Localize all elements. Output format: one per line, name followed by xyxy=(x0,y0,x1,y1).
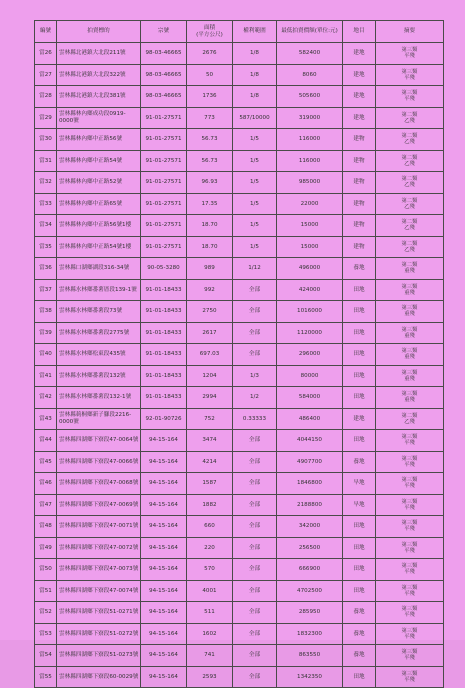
cell-location: 雲林縣水林鄉番薯段132-1號 xyxy=(57,387,141,409)
cell-no: 當42 xyxy=(35,387,57,409)
cell-parcel: 94-15-164 xyxy=(141,473,187,495)
cell-use: 旱地 xyxy=(343,473,376,495)
table-row xyxy=(35,344,444,366)
cell-use: 建物 xyxy=(343,193,376,215)
cell-remark: 第三類 平殘 xyxy=(376,86,444,108)
cell-parcel: 94-15-164 xyxy=(141,666,187,688)
cell-price: 1832300 xyxy=(277,623,343,645)
cell-use: 養地 xyxy=(343,623,376,645)
cell-rights: 1/5 xyxy=(233,215,277,237)
cell-location: 雲林縣四湖鄉下寮段51-0272號 xyxy=(57,623,141,645)
cell-no: 當28 xyxy=(35,86,57,108)
cell-no: 當26 xyxy=(35,43,57,65)
cell-parcel: 94-15-164 xyxy=(141,645,187,667)
cell-use: 建地 xyxy=(343,107,376,129)
cell-location: 雲林縣四湖鄉下寮段47-0071號 xyxy=(57,516,141,538)
cell-no: 當43 xyxy=(35,408,57,430)
cell-remark: 第三類 平殘 xyxy=(376,580,444,602)
cell-area: 660 xyxy=(187,516,233,538)
cell-no: 當45 xyxy=(35,451,57,473)
cell-parcel: 91-01-18433 xyxy=(141,387,187,409)
cell-location: 雲林縣四湖鄉下寮段47-0068號 xyxy=(57,473,141,495)
cell-location: 雲林縣四湖鄉下寮段60-0029號 xyxy=(57,666,141,688)
cell-no: 當39 xyxy=(35,322,57,344)
cell-rights: 全部 xyxy=(233,623,277,645)
cell-use: 養地 xyxy=(343,602,376,624)
table-row xyxy=(35,301,444,323)
table-row xyxy=(35,215,444,237)
cell-use: 田地 xyxy=(343,344,376,366)
cell-no: 當50 xyxy=(35,559,57,581)
header-price: 最低拍賣價額(單位:元) xyxy=(277,21,343,43)
table-row xyxy=(35,258,444,280)
cell-price: 496000 xyxy=(277,258,343,280)
cell-rights: 全部 xyxy=(233,494,277,516)
cell-location: 雲林縣四湖鄉下寮段47-0072號 xyxy=(57,537,141,559)
cell-area: 697.03 xyxy=(187,344,233,366)
cell-use: 田地 xyxy=(343,365,376,387)
cell-no: 當36 xyxy=(35,258,57,280)
table-row xyxy=(35,150,444,172)
cell-parcel: 91-01-27571 xyxy=(141,129,187,151)
cell-parcel: 91-01-27571 xyxy=(141,172,187,194)
table-row xyxy=(35,408,444,430)
cell-use: 養地 xyxy=(343,258,376,280)
cell-parcel: 94-15-164 xyxy=(141,430,187,452)
cell-price: 116000 xyxy=(277,150,343,172)
cell-remark: 第三類 平殘 xyxy=(376,516,444,538)
cell-location: 雲林縣口湖鄉湖段316-34號 xyxy=(57,258,141,280)
cell-area: 56.73 xyxy=(187,150,233,172)
cell-price: 4907700 xyxy=(277,451,343,473)
cell-price: 22000 xyxy=(277,193,343,215)
cell-parcel: 91-01-27571 xyxy=(141,193,187,215)
cell-price: 8060 xyxy=(277,64,343,86)
cell-no: 當34 xyxy=(35,215,57,237)
cell-parcel: 94-15-164 xyxy=(141,580,187,602)
cell-area: 96.93 xyxy=(187,172,233,194)
cell-no: 當44 xyxy=(35,430,57,452)
cell-price: 4044150 xyxy=(277,430,343,452)
cell-location: 雲林縣四湖鄉下寮段47-0066號 xyxy=(57,451,141,473)
cell-rights: 1/8 xyxy=(233,43,277,65)
table-body xyxy=(35,43,444,688)
cell-location: 雲林縣四湖鄉下寮段51-0271號 xyxy=(57,602,141,624)
cell-price: 285950 xyxy=(277,602,343,624)
cell-remark: 第二類 乙殘 xyxy=(376,408,444,430)
cell-no: 當40 xyxy=(35,344,57,366)
cell-area: 3474 xyxy=(187,430,233,452)
cell-area: 4001 xyxy=(187,580,233,602)
cell-location: 雲林縣四湖鄉下寮段51-0273號 xyxy=(57,645,141,667)
cell-no: 當49 xyxy=(35,537,57,559)
cell-parcel: 94-15-164 xyxy=(141,494,187,516)
cell-area: 2750 xyxy=(187,301,233,323)
cell-location: 雲林縣林內鄉中正路56號 xyxy=(57,129,141,151)
table-row xyxy=(35,64,444,86)
table-row xyxy=(35,602,444,624)
cell-parcel: 91-01-18433 xyxy=(141,279,187,301)
table-row xyxy=(35,666,444,688)
cell-remark: 第三類 平殘 xyxy=(376,666,444,688)
cell-price: 256500 xyxy=(277,537,343,559)
cell-parcel: 91-01-27571 xyxy=(141,215,187,237)
cell-remark: 第三類 平殘 xyxy=(376,537,444,559)
cell-area: 989 xyxy=(187,258,233,280)
cell-area: 18.70 xyxy=(187,215,233,237)
cell-use: 田地 xyxy=(343,537,376,559)
cell-parcel: 98-03-46665 xyxy=(141,86,187,108)
cell-no: 當27 xyxy=(35,64,57,86)
cell-rights: 全部 xyxy=(233,322,277,344)
cell-use: 田地 xyxy=(343,279,376,301)
cell-use: 建物 xyxy=(343,172,376,194)
cell-rights: 全部 xyxy=(233,279,277,301)
cell-area: 992 xyxy=(187,279,233,301)
cell-use: 養地 xyxy=(343,645,376,667)
cell-location: 雲林縣四湖鄉下寮段47-0073號 xyxy=(57,559,141,581)
cell-no: 當38 xyxy=(35,301,57,323)
cell-parcel: 94-15-164 xyxy=(141,602,187,624)
cell-remark: 第三類 平殘 xyxy=(376,473,444,495)
cell-rights: 全部 xyxy=(233,473,277,495)
cell-no: 當29 xyxy=(35,107,57,129)
header-remark: 摘要 xyxy=(376,21,444,43)
cell-location: 雲林縣水林鄉松東段435號 xyxy=(57,344,141,366)
cell-location: 雲林縣林內鄉中正路54號 xyxy=(57,150,141,172)
cell-no: 當37 xyxy=(35,279,57,301)
cell-remark: 第二類 乙殘 xyxy=(376,193,444,215)
cell-area: 1587 xyxy=(187,473,233,495)
table-row xyxy=(35,172,444,194)
cell-parcel: 94-15-164 xyxy=(141,537,187,559)
cell-no: 當35 xyxy=(35,236,57,258)
cell-price: 15000 xyxy=(277,215,343,237)
cell-use: 田地 xyxy=(343,322,376,344)
cell-remark: 第三類 平殘 xyxy=(376,645,444,667)
header-rights: 權利範圍 xyxy=(233,21,277,43)
cell-price: 985000 xyxy=(277,172,343,194)
cell-remark: 第二類 乙殘 xyxy=(376,129,444,151)
cell-no: 當41 xyxy=(35,365,57,387)
cell-rights: 1/3 xyxy=(233,365,277,387)
cell-location: 雲林縣林內鄉中正路54號1樓 xyxy=(57,236,141,258)
cell-rights: 1/5 xyxy=(233,150,277,172)
cell-rights: 1/5 xyxy=(233,172,277,194)
header-location: 拍賣標的 xyxy=(57,21,141,43)
cell-no: 當46 xyxy=(35,473,57,495)
table-row xyxy=(35,193,444,215)
table-row xyxy=(35,473,444,495)
cell-use: 建物 xyxy=(343,129,376,151)
cell-parcel: 91-01-27571 xyxy=(141,236,187,258)
cell-area: 1602 xyxy=(187,623,233,645)
cell-location: 雲林縣四湖鄉下寮段47-0074號 xyxy=(57,580,141,602)
cell-remark: 第三類 平殘 xyxy=(376,43,444,65)
table-row xyxy=(35,129,444,151)
cell-use: 田地 xyxy=(343,666,376,688)
cell-parcel: 94-15-164 xyxy=(141,623,187,645)
cell-remark: 第三類 重殘 xyxy=(376,387,444,409)
cell-location: 雲林縣水林鄉番薯段73號 xyxy=(57,301,141,323)
cell-location: 雲林縣北港鎮大北段322號 xyxy=(57,64,141,86)
cell-use: 建物 xyxy=(343,215,376,237)
cell-rights: 全部 xyxy=(233,580,277,602)
cell-price: 15000 xyxy=(277,236,343,258)
cell-no: 當30 xyxy=(35,129,57,151)
cell-area: 18.70 xyxy=(187,236,233,258)
cell-location: 雲林縣林內鄉成功段0919-0000號 xyxy=(57,107,141,129)
cell-use: 田地 xyxy=(343,387,376,409)
cell-price: 1342350 xyxy=(277,666,343,688)
cell-location: 雲林縣林內鄉中正路56號1樓 xyxy=(57,215,141,237)
cell-no: 當47 xyxy=(35,494,57,516)
cell-area: 2593 xyxy=(187,666,233,688)
cell-location: 雲林縣四湖鄉下寮段47-0064號 xyxy=(57,430,141,452)
cell-use: 田地 xyxy=(343,516,376,538)
cell-rights: 全部 xyxy=(233,430,277,452)
cell-use: 田地 xyxy=(343,430,376,452)
table-row xyxy=(35,322,444,344)
cell-rights: 1/5 xyxy=(233,193,277,215)
cell-rights: 全部 xyxy=(233,559,277,581)
cell-rights: 1/5 xyxy=(233,129,277,151)
cell-no: 當32 xyxy=(35,172,57,194)
cell-rights: 全部 xyxy=(233,645,277,667)
cell-parcel: 94-15-164 xyxy=(141,559,187,581)
cell-location: 雲林縣四湖鄉下寮段47-0069號 xyxy=(57,494,141,516)
cell-parcel: 90-05-3280 xyxy=(141,258,187,280)
table-row xyxy=(35,559,444,581)
cell-price: 1016000 xyxy=(277,301,343,323)
auction-table xyxy=(34,20,444,688)
cell-remark: 第二類 乙殘 xyxy=(376,215,444,237)
cell-use: 田地 xyxy=(343,580,376,602)
cell-remark: 第三類 平殘 xyxy=(376,623,444,645)
cell-price: 1120000 xyxy=(277,322,343,344)
cell-area: 50 xyxy=(187,64,233,86)
cell-remark: 第三類 重殘 xyxy=(376,301,444,323)
cell-area: 1736 xyxy=(187,86,233,108)
cell-remark: 第二類 重殘 xyxy=(376,258,444,280)
cell-remark: 第二類 乙殘 xyxy=(376,150,444,172)
cell-use: 旱地 xyxy=(343,494,376,516)
cell-rights: 1/5 xyxy=(233,236,277,258)
cell-rights: 1/8 xyxy=(233,86,277,108)
cell-price: 2188800 xyxy=(277,494,343,516)
cell-price: 296000 xyxy=(277,344,343,366)
cell-area: 17.35 xyxy=(187,193,233,215)
cell-no: 當51 xyxy=(35,580,57,602)
cell-price: 666900 xyxy=(277,559,343,581)
table-row xyxy=(35,236,444,258)
table-row xyxy=(35,107,444,129)
cell-area: 773 xyxy=(187,107,233,129)
cell-area: 1882 xyxy=(187,494,233,516)
cell-area: 741 xyxy=(187,645,233,667)
cell-remark: 第三類 平殘 xyxy=(376,64,444,86)
cell-area: 4214 xyxy=(187,451,233,473)
cell-parcel: 98-03-46665 xyxy=(141,43,187,65)
cell-location: 雲林縣莿桐鄉新子腳段2216-0000號 xyxy=(57,408,141,430)
cell-price: 80000 xyxy=(277,365,343,387)
cell-price: 116000 xyxy=(277,129,343,151)
cell-use: 田地 xyxy=(343,559,376,581)
cell-location: 雲林縣水林鄉番薯段132號 xyxy=(57,365,141,387)
cell-location: 雲林縣林內鄉中正路65號 xyxy=(57,193,141,215)
cell-parcel: 98-03-46665 xyxy=(141,64,187,86)
cell-area: 220 xyxy=(187,537,233,559)
cell-use: 養地 xyxy=(343,451,376,473)
cell-price: 319000 xyxy=(277,107,343,129)
cell-use: 建地 xyxy=(343,408,376,430)
cell-price: 505600 xyxy=(277,86,343,108)
cell-no: 當54 xyxy=(35,645,57,667)
cell-rights: 587/10000 xyxy=(233,107,277,129)
cell-rights: 0.33333 xyxy=(233,408,277,430)
cell-remark: 第三類 重殘 xyxy=(376,279,444,301)
cell-area: 1204 xyxy=(187,365,233,387)
table-row xyxy=(35,537,444,559)
cell-remark: 第三類 重殘 xyxy=(376,322,444,344)
cell-price: 582400 xyxy=(277,43,343,65)
cell-remark: 第二類 乙殘 xyxy=(376,236,444,258)
cell-use: 建地 xyxy=(343,86,376,108)
cell-remark: 第二類 乙殘 xyxy=(376,107,444,129)
cell-rights: 1/8 xyxy=(233,64,277,86)
table-header xyxy=(35,21,444,43)
header-use: 地目 xyxy=(343,21,376,43)
table-row xyxy=(35,494,444,516)
cell-rights: 全部 xyxy=(233,537,277,559)
cell-location: 雲林縣林內鄉中正路52號 xyxy=(57,172,141,194)
table-row xyxy=(35,430,444,452)
cell-remark: 第三類 平殘 xyxy=(376,430,444,452)
cell-rights: 全部 xyxy=(233,301,277,323)
cell-remark: 第二類 乙殘 xyxy=(376,172,444,194)
table-row xyxy=(35,451,444,473)
table-row xyxy=(35,279,444,301)
cell-rights: 全部 xyxy=(233,666,277,688)
table-row xyxy=(35,387,444,409)
cell-use: 建物 xyxy=(343,150,376,172)
cell-price: 342000 xyxy=(277,516,343,538)
cell-rights: 全部 xyxy=(233,516,277,538)
table-row xyxy=(35,43,444,65)
table-row xyxy=(35,365,444,387)
cell-no: 當52 xyxy=(35,602,57,624)
cell-remark: 第三類 平殘 xyxy=(376,494,444,516)
cell-area: 2617 xyxy=(187,322,233,344)
cell-remark: 第三類 平殘 xyxy=(376,451,444,473)
cell-parcel: 91-01-18433 xyxy=(141,365,187,387)
table-row xyxy=(35,86,444,108)
cell-parcel: 92-01-90726 xyxy=(141,408,187,430)
header-no: 編號 xyxy=(35,21,57,43)
cell-parcel: 91-01-27571 xyxy=(141,107,187,129)
cell-remark: 第三類 重殘 xyxy=(376,365,444,387)
cell-use: 田地 xyxy=(343,301,376,323)
cell-rights: 全部 xyxy=(233,344,277,366)
cell-no: 當48 xyxy=(35,516,57,538)
table-row xyxy=(35,623,444,645)
cell-remark: 第三類 平殘 xyxy=(376,602,444,624)
cell-parcel: 91-01-27571 xyxy=(141,150,187,172)
cell-use: 建地 xyxy=(343,64,376,86)
cell-price: 584000 xyxy=(277,387,343,409)
header-area: 面積 (平方公尺) xyxy=(187,21,233,43)
cell-remark: 第三類 平殘 xyxy=(376,559,444,581)
cell-price: 4702500 xyxy=(277,580,343,602)
cell-no: 當53 xyxy=(35,623,57,645)
cell-no: 當33 xyxy=(35,193,57,215)
cell-price: 863550 xyxy=(277,645,343,667)
cell-parcel: 91-01-18433 xyxy=(141,344,187,366)
cell-price: 1846800 xyxy=(277,473,343,495)
cell-remark: 第三類 重殘 xyxy=(376,344,444,366)
auction-table-wrapper xyxy=(34,20,444,688)
cell-price: 486400 xyxy=(277,408,343,430)
cell-location: 雲林縣北港鎮大北段211號 xyxy=(57,43,141,65)
cell-location: 雲林縣水林鄉番薯厝段139-1號 xyxy=(57,279,141,301)
cell-area: 2676 xyxy=(187,43,233,65)
cell-area: 752 xyxy=(187,408,233,430)
header-parcel: 宗號 xyxy=(141,21,187,43)
table-row xyxy=(35,516,444,538)
table-row xyxy=(35,645,444,667)
cell-no: 當55 xyxy=(35,666,57,688)
cell-use: 建物 xyxy=(343,236,376,258)
cell-rights: 1/12 xyxy=(233,258,277,280)
cell-parcel: 91-01-18433 xyxy=(141,322,187,344)
cell-parcel: 94-15-164 xyxy=(141,451,187,473)
cell-location: 雲林縣北港鎮大北段381號 xyxy=(57,86,141,108)
cell-parcel: 91-01-18433 xyxy=(141,301,187,323)
cell-no: 當31 xyxy=(35,150,57,172)
cell-parcel: 94-15-164 xyxy=(141,516,187,538)
cell-price: 424000 xyxy=(277,279,343,301)
cell-location: 雲林縣水林鄉番薯段2775號 xyxy=(57,322,141,344)
cell-rights: 全部 xyxy=(233,602,277,624)
cell-area: 2994 xyxy=(187,387,233,409)
header-row xyxy=(35,21,444,43)
cell-area: 570 xyxy=(187,559,233,581)
cell-use: 建地 xyxy=(343,43,376,65)
cell-rights: 1/2 xyxy=(233,387,277,409)
cell-area: 511 xyxy=(187,602,233,624)
cell-area: 56.73 xyxy=(187,129,233,151)
cell-rights: 全部 xyxy=(233,451,277,473)
table-row xyxy=(35,580,444,602)
